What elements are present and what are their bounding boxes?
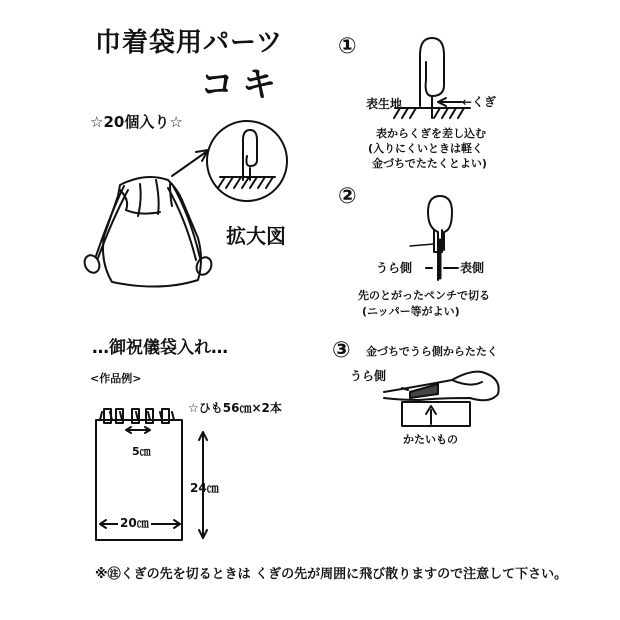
step1-caption-3: 金づちでたたくとよい): [372, 157, 487, 170]
step2-illustration: [410, 196, 458, 280]
step3-instruction: 金づちでうら側からたたく: [366, 345, 498, 358]
string-spec: ☆ひも56㎝×2本: [188, 401, 282, 415]
step2-front-label: 表側: [460, 261, 485, 275]
step2-back-label: うら側: [376, 261, 413, 275]
drawstring-bag-illustration: [82, 150, 214, 287]
example-bag-illustration: [96, 409, 207, 540]
step2-number: ②: [338, 184, 357, 209]
step3-back-label: うら側: [350, 369, 387, 383]
step3-hard-label: かたいもの: [403, 433, 458, 446]
product-name: コキ: [200, 65, 284, 105]
step1-caption-1: 表からくぎを差し込む: [376, 127, 486, 140]
step3-number: ③: [332, 338, 351, 363]
page-title: 巾着袋用パーツ: [95, 28, 283, 58]
example-heading: …御祝儀袋入れ…: [92, 338, 228, 358]
step1-caption-2: (入りにくいときは軽く: [368, 142, 484, 155]
dim-width-label: 20㎝: [120, 516, 149, 530]
step2-caption-1: 先のとがったペンチで切る: [358, 289, 490, 302]
caution-note: ※㊟くぎの先を切るときは くぎの先が周囲に飛び散りますので注意して下さい。: [95, 567, 568, 582]
step1-nail-label: ←くぎ: [462, 95, 497, 109]
example-subheading: <作品例>: [90, 372, 142, 385]
step1-illustration: [394, 38, 470, 118]
zoom-circle-illustration: [207, 121, 287, 201]
step2-caption-2: (ニッパー等がよい): [362, 305, 460, 318]
zoom-label: 拡大図: [226, 224, 286, 248]
step3-illustration: [384, 372, 499, 426]
step1-number: ①: [338, 34, 357, 59]
dim-height-label: 24㎝: [190, 481, 219, 495]
dim-gap-label: 5㎝: [132, 445, 151, 458]
quantity-label: ☆20個入り☆: [90, 113, 183, 131]
step1-fabric-label: 表生地: [366, 97, 403, 111]
